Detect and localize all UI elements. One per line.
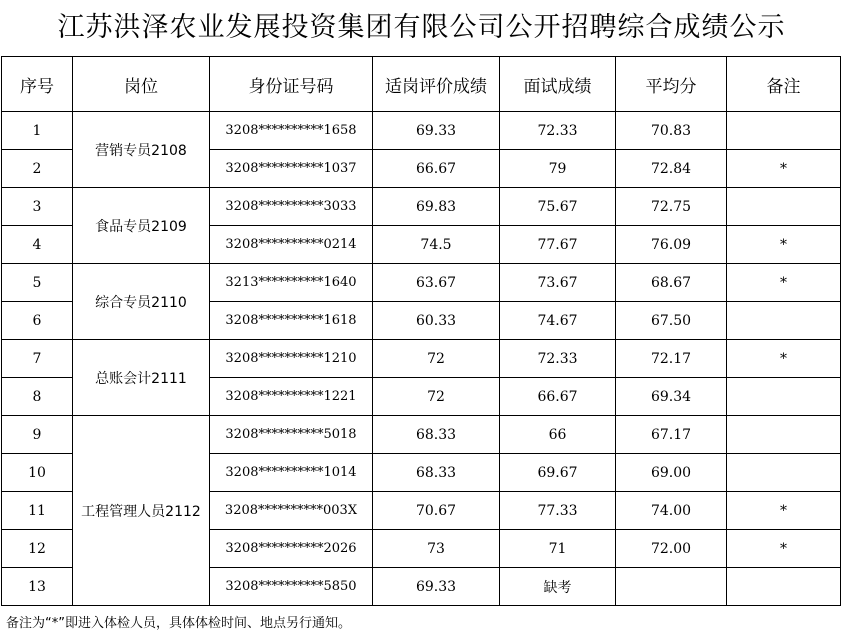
cell-avg: 72.75 (616, 188, 727, 226)
header-post: 岗位 (73, 57, 210, 112)
cell-interview: 77.67 (500, 226, 616, 264)
cell-no: 6 (2, 302, 73, 340)
cell-id: 3208**********2026 (210, 530, 373, 568)
cell-eval: 60.33 (373, 302, 500, 340)
cell-no: 2 (2, 150, 73, 188)
header-row (2, 57, 841, 112)
cell-no: 12 (2, 530, 73, 568)
footnote: 备注为“*”即进入体检人员，具体体检时间、地点另行通知。 (6, 616, 351, 631)
cell-no: 4 (2, 226, 73, 264)
cell-avg: 70.83 (616, 112, 727, 150)
cell-avg: 72.00 (616, 530, 727, 568)
cell-no: 7 (2, 340, 73, 378)
cell-id: 3208**********0214 (210, 226, 373, 264)
cell-interview: 79 (500, 150, 616, 188)
header-eval: 适岗评价成绩 (373, 57, 500, 112)
header-id: 身份证号码 (210, 57, 373, 112)
header-no: 序号 (2, 57, 73, 112)
cell-eval: 66.67 (373, 150, 500, 188)
cell-id: 3208**********1014 (210, 454, 373, 492)
cell-remark: * (727, 340, 841, 378)
page-title: 江苏洪泽农业发展投资集团有限公司公开招聘综合成绩公示 (57, 12, 786, 43)
score-table (1, 56, 841, 606)
cell-interview: 71 (500, 530, 616, 568)
cell-no: 5 (2, 264, 73, 302)
cell-no: 13 (2, 568, 73, 606)
cell-remark (727, 378, 841, 416)
cell-no: 3 (2, 188, 73, 226)
table-row (2, 340, 841, 378)
cell-avg: 76.09 (616, 226, 727, 264)
cell-eval: 72 (373, 340, 500, 378)
cell-remark (727, 454, 841, 492)
cell-post: 总账会计2111 (73, 340, 210, 416)
cell-id: 3213**********1640 (210, 264, 373, 302)
cell-post: 工程管理人员2112 (73, 416, 210, 606)
cell-avg: 72.17 (616, 340, 727, 378)
cell-post: 综合专员2110 (73, 264, 210, 340)
table-row (2, 416, 841, 454)
cell-id: 3208**********1221 (210, 378, 373, 416)
cell-id: 3208**********3033 (210, 188, 373, 226)
cell-interview: 72.33 (500, 340, 616, 378)
cell-interview: 72.33 (500, 112, 616, 150)
cell-interview: 75.67 (500, 188, 616, 226)
cell-interview: 77.33 (500, 492, 616, 530)
cell-post: 食品专员2109 (73, 188, 210, 264)
cell-remark (727, 568, 841, 606)
cell-interview: 74.67 (500, 302, 616, 340)
cell-interview: 66 (500, 416, 616, 454)
header-interview: 面试成绩 (500, 57, 616, 112)
header-remark: 备注 (727, 57, 841, 112)
cell-avg: 69.34 (616, 378, 727, 416)
cell-eval: 69.33 (373, 568, 500, 606)
cell-remark: * (727, 150, 841, 188)
cell-eval: 74.5 (373, 226, 500, 264)
cell-avg: 67.50 (616, 302, 727, 340)
cell-eval: 70.67 (373, 492, 500, 530)
cell-no: 9 (2, 416, 73, 454)
table-row (2, 264, 841, 302)
cell-id: 3208**********1658 (210, 112, 373, 150)
header-avg: 平均分 (616, 57, 727, 112)
cell-remark (727, 416, 841, 454)
cell-eval: 68.33 (373, 454, 500, 492)
cell-avg: 72.84 (616, 150, 727, 188)
cell-id: 3208**********003X (210, 492, 373, 530)
cell-avg: 67.17 (616, 416, 727, 454)
cell-id: 3208**********5850 (210, 568, 373, 606)
table-row (2, 112, 841, 150)
cell-interview: 73.67 (500, 264, 616, 302)
cell-no: 11 (2, 492, 73, 530)
cell-interview: 69.67 (500, 454, 616, 492)
cell-id: 3208**********1618 (210, 302, 373, 340)
cell-avg: 74.00 (616, 492, 727, 530)
cell-eval: 69.83 (373, 188, 500, 226)
cell-eval: 68.33 (373, 416, 500, 454)
cell-eval: 63.67 (373, 264, 500, 302)
cell-no: 10 (2, 454, 73, 492)
cell-avg (616, 568, 727, 606)
cell-remark: * (727, 264, 841, 302)
cell-remark: * (727, 492, 841, 530)
cell-remark: * (727, 226, 841, 264)
cell-remark (727, 112, 841, 150)
cell-interview: 缺考 (500, 568, 616, 606)
cell-eval: 69.33 (373, 112, 500, 150)
cell-eval: 73 (373, 530, 500, 568)
cell-id: 3208**********5018 (210, 416, 373, 454)
cell-interview: 66.67 (500, 378, 616, 416)
cell-remark: * (727, 530, 841, 568)
cell-avg: 69.00 (616, 454, 727, 492)
cell-no: 1 (2, 112, 73, 150)
cell-post: 营销专员2108 (73, 112, 210, 188)
cell-remark (727, 302, 841, 340)
cell-no: 8 (2, 378, 73, 416)
table-row (2, 188, 841, 226)
cell-id: 3208**********1037 (210, 150, 373, 188)
cell-eval: 72 (373, 378, 500, 416)
cell-avg: 68.67 (616, 264, 727, 302)
cell-id: 3208**********1210 (210, 340, 373, 378)
cell-remark (727, 188, 841, 226)
